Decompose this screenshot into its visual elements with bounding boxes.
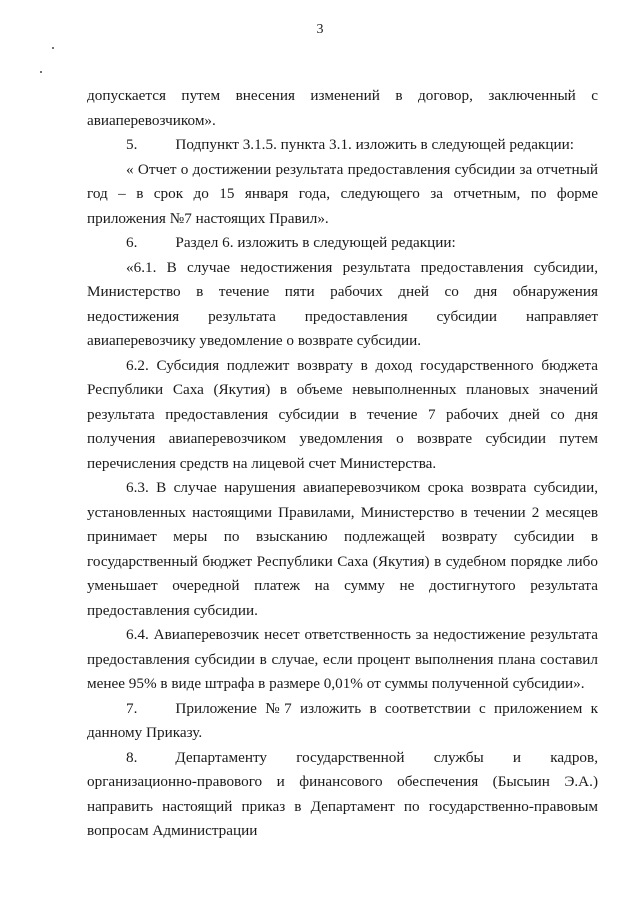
item-text: Подпункт 3.1.5. пункта 3.1. изложить в следующей редакции: xyxy=(175,136,574,153)
paragraph-6-4: 6.4. Авиаперевозчик несет ответственность за недостижение результата предоставления субсидии в случае, если процент выполнения плана составил менее 95% в виде штрафа в размере 0,01% от суммы полученной субсидии». xyxy=(87,626,598,692)
item-number: 6. xyxy=(126,234,138,251)
paragraph-report-deadline: « Отчет о достижении результата предоставления субсидии за отчетный год – в срок до 15 января года, следующего за отчетным, по форме приложения №7 настоящих Правил». xyxy=(87,160,598,227)
scan-speck xyxy=(52,47,54,49)
item-number: 7. xyxy=(126,699,138,717)
paragraph-item-8 xyxy=(87,746,598,844)
paragraph-6-3: 6.3. В случае нарушения авиаперевозчиком срока возврата субсидии, установленных настоящими Правилами, Министерство в течении 2 месяцев принимает меры по взысканию подлежащей возврату субсидии в государственный бюджет Республики Саха (Якутия) в судебном порядке либо уменьшает очередной платеж на сумму не достигнутого результата предоставления субсидии. xyxy=(87,479,598,619)
page-number: 3 xyxy=(316,22,324,37)
paragraph-item-6 xyxy=(87,231,598,256)
paragraph-item-5 xyxy=(87,133,598,158)
item-text: Приложение №7 изложить в соответствии с приложением к данному Приказу. xyxy=(87,699,598,741)
scan-speck xyxy=(40,71,42,73)
paragraph-continuation-line: допускается путем внесения изменений в договор, заключенный с xyxy=(87,87,598,104)
item-text: Раздел 6. изложить в следующей редакции: xyxy=(175,234,456,251)
item-text: Департаменту государственной службы и кадров, организационно-правового и финансового обеспечения (Бысыин Э.А.) направить настоящий приказ в Департамент по государственно-правовым вопросам Администрации xyxy=(87,748,598,839)
paragraph-continuation-end: авиаперевозчиком». xyxy=(87,111,216,129)
paragraph-item-7 xyxy=(87,697,598,746)
paragraph-6-2: 6.2. Субсидия подлежит возврату в доход государственного бюджета Республики Саха (Якутия) в объеме невыполненных плановых значений результата предоставления субсидии в течение 7 рабочих дней со дня получения авиаперевозчиком уведомления о возврате субсидии путем перечисления средств на лицевой счет Министерства. xyxy=(87,356,598,472)
item-number: 8. xyxy=(126,748,138,766)
paragraph-6-1: «6.1. В случае недостижения результата предоставления субсидии, Министерство в течение пяти рабочих дней со дня обнаружения недостижения результата предоставления субсидии направляет авиаперевозчику уведомление о возврате субсидии. xyxy=(87,258,598,349)
document-body xyxy=(87,84,598,844)
item-number: 5. xyxy=(126,136,138,153)
